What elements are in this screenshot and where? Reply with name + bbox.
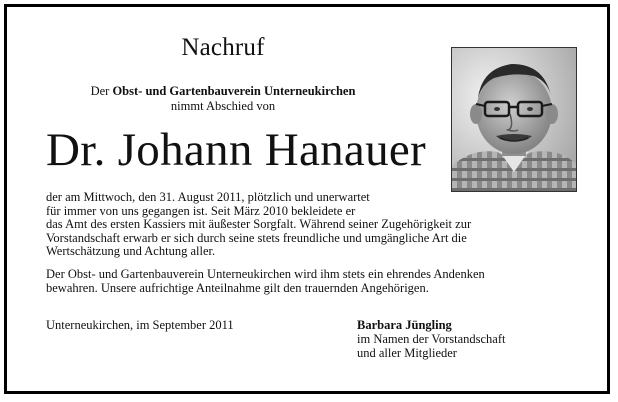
place-and-date: Unterneukirchen, im September 2011 [46,318,234,332]
paragraph-line: das Amt des ersten Kassiers mit äußester Sorgfalt. Während seiner Zugehörigkeit zur [46,217,472,232]
obituary-paragraph-1 [46,191,576,259]
paragraph-line: für immer von uns gegangen ist. Seit März 2010 bekleidete er [46,203,356,218]
organization-line [0,84,446,98]
paragraph-line: bewahren. Unsere aufrichtige Anteilnahme gilt den trauernden Angehörigen. [46,280,429,295]
farewell-line: nimmt Abschied von [170,99,276,113]
signer-name: Barbara Jüngling [357,318,452,332]
obituary-paragraph-2 [46,268,576,295]
notice-title: Nachruf [181,34,265,61]
signature-block [357,318,505,360]
org-prefix: Der [90,84,113,98]
portrait-photo [451,47,577,192]
paragraph-line: der am Mittwoch, den 31. August 2011, plötzlich und unerwartet [46,190,370,204]
paragraph-line: Wertschätzung und Achtung aller. [46,244,216,259]
organization-name: Obst- und Gartenbauverein Unterneukirchen [112,84,356,98]
paragraph-line: Vorstandschaft erwarb er sich durch seine stets freundliche und umgängliche Art die [46,230,467,245]
signer-role-line: und aller Mitglieder [357,346,457,360]
deceased-name: Dr. Johann Hanauer [46,124,426,176]
paragraph-line: Der Obst- und Gartenbauverein Unterneukirchen wird ihm stets ein ehrendes Andenken [46,267,485,281]
signer-role-line: im Namen der Vorstandschaft [357,332,506,346]
portrait-image [452,48,576,191]
